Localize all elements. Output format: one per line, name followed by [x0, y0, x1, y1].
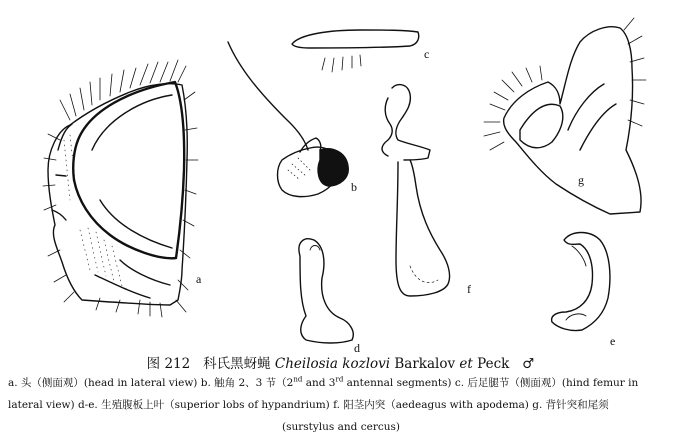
surstylus-cercus-drawing — [484, 18, 646, 214]
caption-line-1-part-a: a. 头（侧面观）(head in lateral view) b. 触角 2、3 节（2 — [8, 377, 294, 389]
panel-label-d: d — [354, 341, 360, 355]
caption-line-1-part-b: antennal segments) c. 后足腿节（侧面观）(hind femur in — [343, 377, 639, 389]
male-symbol: ♂ — [522, 356, 535, 372]
hind-femur-drawing — [292, 30, 419, 72]
panel-label-f: f — [467, 282, 471, 296]
aedeagus-drawing — [382, 85, 450, 296]
author-1: Barkalov — [394, 356, 456, 372]
caption-line-1-and: and 3 — [302, 377, 336, 389]
panel-label-b: b — [351, 180, 357, 194]
species-binomial: Cheilosia kozlovi — [274, 356, 391, 372]
figure-number: 图 212 — [146, 356, 191, 372]
caption-line-2: lateral view) d-e. 生殖腹板上叶（superior lobs of hypandrium) f. 阳茎内突（aedeagus with apodema) g. 背针突和尾须 — [8, 399, 609, 411]
superscript-rd: rd — [335, 375, 344, 384]
panel-label-e: e — [610, 334, 616, 348]
hypandrium-lobe-d-drawing — [299, 239, 353, 343]
panel-label-g: g — [578, 173, 584, 187]
chinese-species-name: 科氏黑蚜蝇 — [203, 356, 271, 372]
author-et: et — [459, 356, 473, 372]
author-2: Peck — [477, 356, 510, 372]
caption-line-3: (surstylus and cercus) — [282, 421, 400, 433]
figure-caption-legend — [8, 372, 674, 438]
head-lateral-drawing — [43, 60, 198, 317]
hypandrium-lobe-e-drawing — [552, 233, 610, 331]
caption-line-1 — [8, 372, 674, 394]
panel-label-a: a — [196, 272, 202, 286]
antenna-drawing — [228, 42, 348, 197]
superscript-nd: nd — [293, 375, 303, 384]
figure-caption-title — [0, 352, 681, 372]
panel-label-c: c — [424, 47, 430, 61]
